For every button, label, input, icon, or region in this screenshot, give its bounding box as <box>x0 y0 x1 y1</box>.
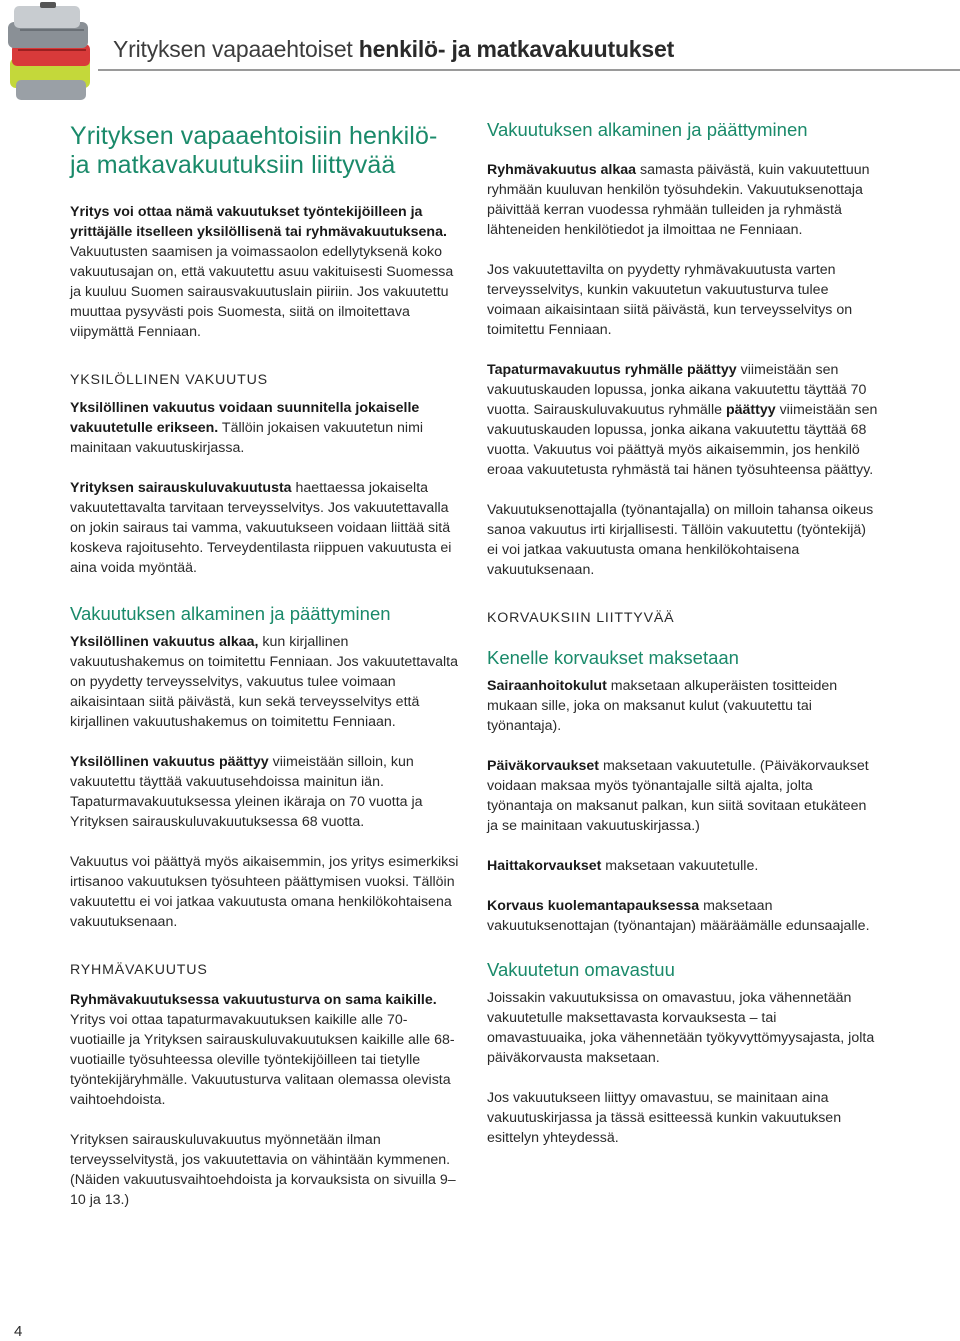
header-divider <box>98 69 960 71</box>
paragraph: Vakuutuksenottajalla (työnantajalla) on milloin tahansa oikeus sanoa vakuutus irti kirjallisesti. Tällöin vakuutettu (työntekijä) ei voi jatkaa vakuutusta omana henkilökohtaisena vakuutuksenaan. <box>487 502 874 578</box>
section-heading-korvauksiin: KORVAUKSIIN LIITTYVÄÄ <box>487 610 675 626</box>
suitcases-icon <box>0 0 100 110</box>
paragraph: Yksilöllinen vakuutus voidaan suunnitella jokaiselle vakuutetulle erikseen. Tällöin jokaisen vakuutetun nimi mainitaan vakuutuskirjassa. <box>70 400 424 456</box>
paragraph: Yrityksen sairauskuluvakuutusta haettaessa jokaiselta vakuutettavalta tarvitaan terveysselvitys. Jos vakuutettavalla on jokin sairaus tai vamma, vakuutukseen voidaan liittää sitä koskeva rajoitusehto. Terveydentilasta riippuen vakuutusta ei aina voida myöntää. <box>70 480 452 576</box>
page-header <box>0 0 960 110</box>
paragraph: Jos vakuutettavilta on pyydetty ryhmävakuutusta varten terveysselvitys, kunkin vakuutetun vakuutusturva tulee voimaan aikaisintaan siitä päivästä, kun terveysselvitys on toimitettu Fenniaan. <box>487 262 853 338</box>
section-heading-omavastuu: Vakuutetun omavastuu <box>487 959 675 980</box>
paragraph: Sairaanhoitokulut maksetaan alkuperäisten tositteiden mukaan sille, joka on maksanut kulut (vakuutettu tai työnantaja). <box>487 678 838 734</box>
paragraph: Yksilöllinen vakuutus päättyy viimeistään silloin, kun vakuutettu täyttää vakuutusehdoissa mainitun iän. Tapaturmavakuutuksessa yleinen ikäraja on 70 vuotta ja Yrityksen sairauskuluvakuutuksessa 68 vuotta. <box>70 754 423 830</box>
paragraph: Ryhmävakuutuksessa vakuutusturva on sama kaikille. Yritys voi ottaa tapaturmavakuutuksen kaikille alle 70-vuotiaille ja Yrityksen sairauskuluvakuutuksen kaikille alle 68-vuotiaille työsuhteessa oleville työntekijöilleen tai tietylle työntekijäryhmälle. Vakuutusturva valitaan olemassa olevista vaihtoehdoista. <box>70 992 455 1108</box>
paragraph: Jos vakuutukseen liittyy omavastuu, se mainitaan aina vakuutuskirjassa ja tässä esitteessä kunkin vakuutuksen esittelyn yhteydessä. <box>487 1090 842 1146</box>
paragraph: Tapaturmavakuutus ryhmälle päättyy viimeistään sen vakuutuskauden lopussa, jonka aikana vakuutettu täyttää 70 vuotta. Sairauskuluvakuutus ryhmälle päättyy viimeistään sen vakuutuskauden lopussa, jonka aikana vakuutettu täyttää 68 vuotta. Vakuutus voi päättyä myös aikaisemmin, jos henkilö eroaa vakuutetusta ryhmästä tai hänen työsuhteensa päättyy. <box>487 362 878 478</box>
page-number: 4 <box>14 1323 23 1340</box>
paragraph: Haittakorvaukset maksetaan vakuutetulle. <box>487 858 759 874</box>
paragraph: Yrityksen sairauskuluvakuutus myönnetään ilman terveysselvitystä, jos vakuutettavia on vähintään kymmenen. (Näiden vakuutusvaihtoehdoista ja korvauksista on sivuilla 9–10 ja 13.) <box>70 1132 456 1208</box>
section-heading-ryhmavakuutus: RYHMÄVAKUUTUS <box>70 962 208 978</box>
section-heading-yksilollinen: YKSILÖLLINEN VAKUUTUS <box>70 372 268 388</box>
main-heading: Yrityksen vapaaehtoisiin henkilö- ja matkavakuutuksiin liittyvää <box>70 122 438 179</box>
intro-paragraph: Yritys voi ottaa nämä vakuutukset työntekijöilleen ja yrittäjälle itselleen yksilöllisenä tai ryhmävakuutuksena. Vakuutusten saamisen ja voimassaolon edellytyksenä koko vakuutusajan on, että vakuutettu asuu vakituisesti Suomessa ja kuuluu Suomen sairausvakuutuslain piiriin. Jos vakuutettu muuttaa pysyvästi pois Suomesta, siitä on ilmoitettava viipymättä Fenniaan. <box>70 204 454 340</box>
left-column <box>70 118 462 1210</box>
section-heading-alkaminen: Vakuutuksen alkaminen ja päättyminen <box>70 603 391 624</box>
paragraph: Ryhmävakuutus alkaa samasta päivästä, kuin vakuutettuun ryhmään kuuluvan henkilön työsuhdekin. Vakuutuksenottaja päivittää kerran vuodessa ryhmään tulleiden ja ryhmästä lähteneiden henkilötiedot ja ilmoittaa ne Fenniaan. <box>487 162 870 238</box>
right-column <box>487 118 879 1148</box>
paragraph: Päiväkorvaukset maksetaan vakuutetulle. (Päiväkorvaukset voidaan maksaa myös työnantajalle siltä ajalta, jolta työnantaja on maksanut palkan, kun siitä sovitaan etukäteen ja se mainitaan vakuutuskirjassa.) <box>487 758 869 834</box>
section-heading-alkaminen-ryhma: Vakuutuksen alkaminen ja päättyminen <box>487 119 808 140</box>
paragraph: Yksilöllinen vakuutus alkaa, kun kirjallinen vakuutushakemus on toimitettu Fenniaan. Jos vakuutettavalta on pyydetty terveysselvitys, vakuutus tulee voimaan aikaisintaan siitä päivästä, kun sekä terveysselvitys että kirjallinen vakuutushakemus on toimitettu Fenniaan. <box>70 634 459 730</box>
header-title: Yrityksen vapaaehtoiset henkilö- ja matkavakuutukset <box>113 36 675 62</box>
paragraph: Vakuutus voi päättyä myös aikaisemmin, jos yritys esimerkiksi irtisanoo vakuutuksen työsuhteen päättymisen vuoksi. Tällöin vakuutettu ei voi jatkaa vakuutusta omana henkilökohtaisena vakuutuksenaan. <box>70 854 459 930</box>
paragraph: Korvaus kuolemantapauksessa maksetaan vakuutuksenottajan (työnantajan) määräämälle edunsaajalle. <box>487 898 870 934</box>
paragraph: Joissakin vakuutuksissa on omavastuu, joka vähennetään vakuutetulle maksettavasta korvauksesta – tai omavastuuaika, joka vähennetään työkyvyttömyysajasta, jolta päiväkorvausta maksetaan. <box>487 990 875 1066</box>
section-heading-kenelle: Kenelle korvaukset maksetaan <box>487 647 739 668</box>
